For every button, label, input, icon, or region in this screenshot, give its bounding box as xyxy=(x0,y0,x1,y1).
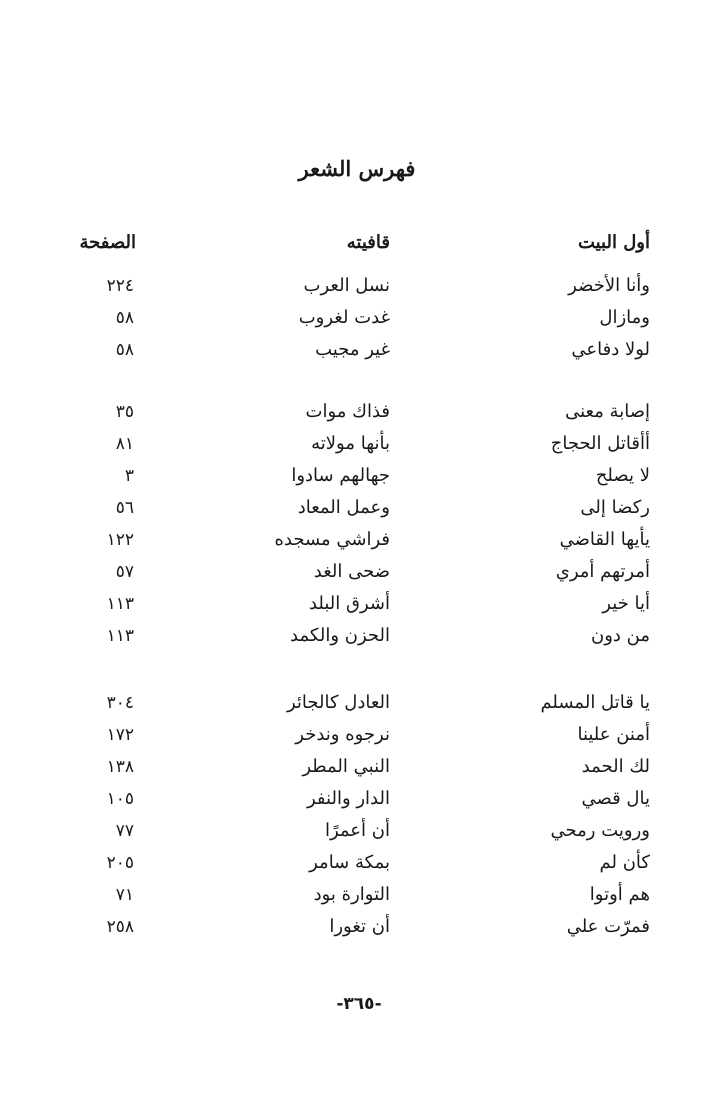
page-ref: ٨١ xyxy=(115,434,134,454)
page-ref: ٥٦ xyxy=(115,498,134,518)
page-title: فهرس الشعر xyxy=(298,156,416,181)
table-row xyxy=(0,784,708,814)
rhyme: أن أعمرًا xyxy=(324,820,390,841)
page-ref: ٥٧ xyxy=(115,562,134,582)
first-line: وأنا الأخضر xyxy=(568,275,650,296)
table-row xyxy=(0,880,708,910)
page-ref: ١٧٢ xyxy=(106,725,134,745)
table-row xyxy=(0,816,708,846)
table-row xyxy=(0,557,708,587)
first-line: لا يصلح xyxy=(595,465,650,486)
first-line: من دون xyxy=(591,625,650,646)
table-row xyxy=(0,525,708,555)
rhyme: الدار والنفر xyxy=(307,788,390,809)
table-row xyxy=(0,493,708,523)
page-ref: ٧٧ xyxy=(115,821,134,841)
rhyme: نسل العرب xyxy=(303,275,390,296)
page-ref: ١٣٨ xyxy=(106,757,134,777)
rhyme: بأنها مولاته xyxy=(311,433,390,454)
first-line: يا قاتل المسلم xyxy=(540,692,650,713)
table-row xyxy=(0,752,708,782)
table-row xyxy=(0,461,708,491)
page-ref: ١١٣ xyxy=(106,594,134,614)
rhyme: أن تغورا xyxy=(329,916,390,937)
rhyme: غدت لغروب xyxy=(298,307,390,328)
page-ref: ٢٥٨ xyxy=(106,917,134,937)
rhyme: أشرق البلد xyxy=(308,593,390,614)
first-line: ومازال xyxy=(599,307,650,328)
rhyme: العادل كالجائر xyxy=(286,692,390,713)
rhyme: بمكة سامر xyxy=(309,852,390,873)
rhyme: وعمل المعاد xyxy=(297,497,390,518)
page-ref: ٣ xyxy=(124,466,134,486)
first-line: يال قصي xyxy=(581,788,650,809)
rhyme: ضحى الغد xyxy=(313,561,390,582)
first-line: فمرّت علي xyxy=(566,916,650,937)
table-row xyxy=(0,720,708,750)
page-ref: ٢٢٤ xyxy=(106,276,134,296)
rhyme: نرجوه وندخر xyxy=(295,724,390,745)
table-row xyxy=(0,397,708,427)
table-row xyxy=(0,303,708,333)
table-row xyxy=(0,848,708,878)
rhyme: الحزن والكمد xyxy=(290,625,390,646)
table-header xyxy=(0,228,708,258)
first-line: يأيها القاضي xyxy=(559,529,650,550)
page-ref: ٥٨ xyxy=(115,308,134,328)
rhyme: التوارة بود xyxy=(313,884,390,905)
page-ref: ١١٣ xyxy=(106,626,134,646)
page-ref: ٥٨ xyxy=(115,340,134,360)
page-ref: ١٠٥ xyxy=(106,789,134,809)
first-line: أمرتهم أمري xyxy=(555,561,650,582)
header-page: الصفحة xyxy=(79,232,136,253)
page-ref: ١٢٢ xyxy=(106,530,134,550)
table-row xyxy=(0,688,708,718)
first-line: إصابة معنى xyxy=(565,401,650,422)
table-row xyxy=(0,912,708,942)
header-first-line: أول البيت xyxy=(577,232,650,253)
rhyme: غير مجيب xyxy=(315,339,390,360)
first-line: أيا خير xyxy=(602,593,650,614)
first-line: أأقاتل الحجاج xyxy=(550,433,650,454)
first-line: لك الحمد xyxy=(581,756,650,777)
first-line: هم أوتوا xyxy=(589,884,650,905)
first-line: لولا دفاعي xyxy=(571,339,650,360)
header-rhyme: قافيته xyxy=(346,232,390,253)
page-ref: ٣٥ xyxy=(115,402,134,422)
page-ref: ٧١ xyxy=(115,885,134,905)
table-row xyxy=(0,621,708,651)
first-line: كأن لم xyxy=(599,852,650,873)
first-line: ورويت رمحي xyxy=(550,820,650,841)
page-ref: ٢٠٥ xyxy=(106,853,134,873)
rhyme: فراشي مسجده xyxy=(274,529,390,550)
page-number: -٣٦٥- xyxy=(336,994,382,1014)
table-row xyxy=(0,271,708,301)
rhyme: النبي المطر xyxy=(302,756,390,777)
first-line: أمنن علينا xyxy=(577,724,650,745)
rhyme: فذاك موات xyxy=(305,401,390,422)
page-ref: ٣٠٤ xyxy=(106,693,134,713)
table-row xyxy=(0,335,708,365)
table-row xyxy=(0,429,708,459)
table-row xyxy=(0,589,708,619)
first-line: ركضا إلى xyxy=(580,497,650,518)
rhyme: جهالهم سادوا xyxy=(291,465,390,486)
